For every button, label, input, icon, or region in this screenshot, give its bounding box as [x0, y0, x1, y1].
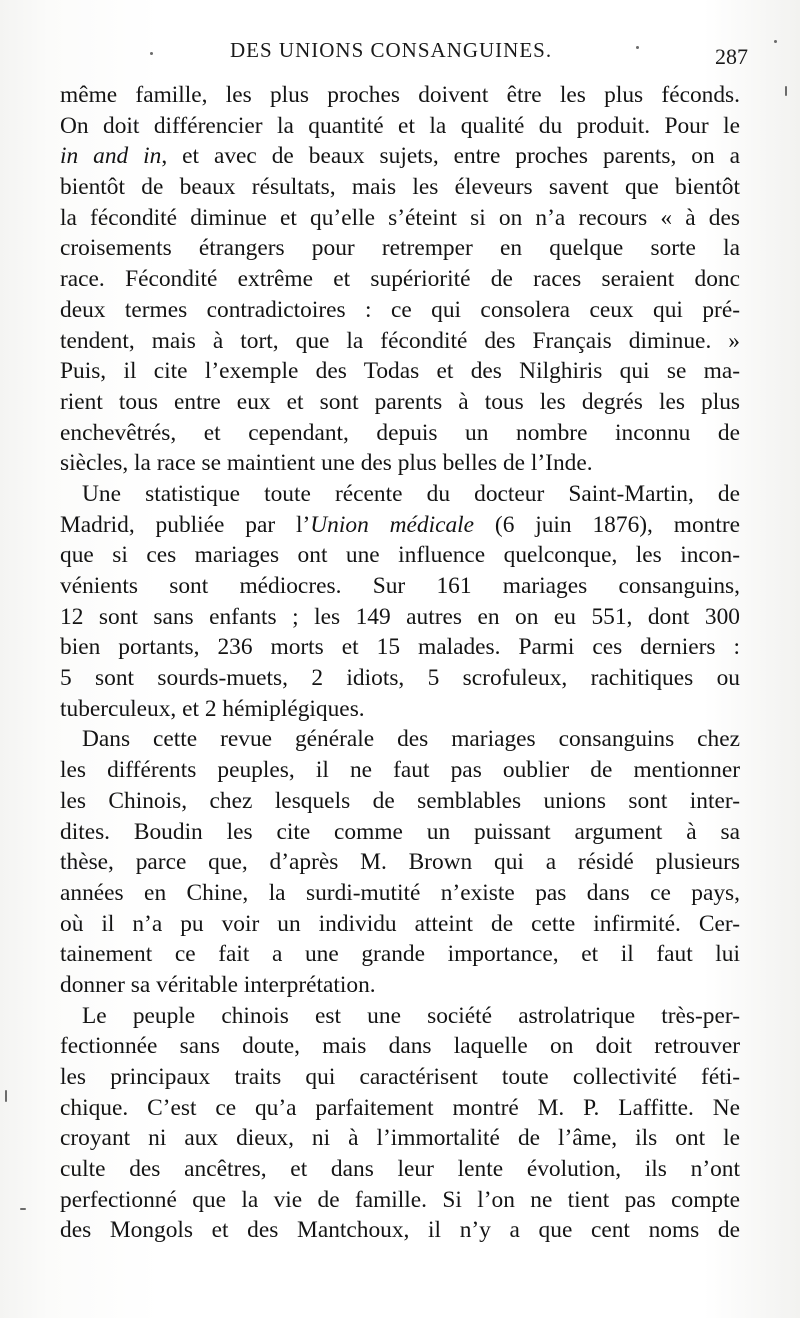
text-line: bientôt de beaux résultats, mais les éleveurs savent que bientôt	[60, 174, 740, 201]
text-line: que si ces mariages ont une influence quelconque, les incon-	[60, 542, 740, 569]
text-line: où il n’a pu voir un individu atteint de cette infirmité. Cer-	[60, 910, 740, 937]
text-line: Madrid, publiée par l’Union médicale (6 juin 1876), montre	[60, 511, 740, 538]
text-line: 12 sont sans enfants ; les 149 autres en on eu 551, dont 300	[60, 603, 740, 630]
text-line: culte des ancêtres, et dans leur lente évolution, ils n’ont	[60, 1156, 740, 1183]
scan-speck	[636, 46, 639, 49]
text-line: croyant ni aux dieux, ni à l’immortalité de l’âme, ils ont le	[60, 1125, 740, 1152]
text-line: 5 sont sourds-muets, 2 idiots, 5 scrofuleux, rachitiques ou	[60, 665, 740, 692]
text-line: tendent, mais à tort, que la fécondité des Français diminue. »	[60, 327, 740, 354]
text-line: On doit différencier la quantité et la qualité du produit. Pour le	[60, 112, 740, 139]
text-line: perfectionné que la vie de famille. Si l’on ne tient pas compte	[60, 1186, 740, 1213]
paragraph-start-line: Une statistique toute récente du docteur Saint-Martin, de	[82, 480, 740, 507]
text-line: bien portants, 236 morts et 15 malades. Parmi ces derniers :	[60, 634, 740, 661]
body-text	[60, 80, 740, 1246]
text-line: race. Fécondité extrême et supériorité de races seraient donc	[60, 266, 740, 293]
text-line: siècles, la race se maintient une des plus belles de l’Inde.	[60, 450, 593, 477]
page-header	[60, 38, 750, 74]
text-line: vénients sont médiocres. Sur 161 mariages consanguins,	[60, 573, 740, 599]
text-line: dites. Boudin les cite comme un puissant argument à sa	[60, 818, 740, 845]
paragraph-start-line: Le peuple chinois est une société astrolatrique très-per-	[82, 1002, 740, 1029]
text-line: des Mongols et des Mantchoux, il n’y a que cent noms de	[60, 1217, 740, 1244]
text-line: Puis, il cite l’exemple des Todas et des Nilghiris qui se ma-	[60, 358, 740, 385]
text-line: les principaux traits qui caractérisent toute collectivité féti-	[60, 1064, 740, 1090]
text-line: chique. C’est ce qu’a parfaitement montré M. P. Laffitte. Ne	[60, 1094, 740, 1121]
text-line: croisements étrangers pour retremper en quelque sorte la	[60, 235, 740, 262]
scan-speck	[5, 1090, 7, 1102]
running-title: DES UNIONS CONSANGUINES.	[230, 38, 553, 62]
italic-term: in and in	[60, 143, 162, 170]
text-line: enchevêtrés, et cependant, depuis un nombre inconnu de	[60, 419, 740, 446]
text-line: les différents peuples, il ne faut pas oublier de mentionner	[60, 757, 740, 784]
text-line: la fécondité diminue et qu’elle s’éteint si on n’a recours « à des	[60, 204, 740, 231]
italic-journal-title: Union médicale	[310, 511, 475, 538]
page-number: 287	[715, 44, 748, 69]
text-line: thèse, parce que, d’après M. Brown qui a résidé plusieurs	[60, 849, 740, 876]
scan-speck	[785, 86, 787, 96]
text-line: années en Chine, la surdi-mutité n’existe pas dans ce pays,	[60, 879, 740, 906]
text-line: tuberculeux, et 2 hémiplégiques.	[60, 695, 365, 722]
text-line: rient tous entre eux et sont parents à tous les degrés les plus	[60, 388, 740, 415]
text-line: deux termes contradictoires : ce qui consolera ceux qui pré-	[60, 296, 740, 323]
text-line: tainement ce fait a une grande importance, et il faut lui	[60, 941, 740, 968]
scan-speck	[20, 1208, 26, 1210]
text-line: in and in, et avec de beaux sujets, entre proches parents, on a	[60, 143, 740, 170]
text-line: les Chinois, chez lesquels de semblables unions sont inter-	[60, 787, 740, 814]
text-line: donner sa véritable interprétation.	[60, 971, 376, 998]
paragraph-start-line: Dans cette revue générale des mariages consanguins chez	[82, 726, 740, 753]
scan-speck	[150, 52, 153, 55]
text-line: fectionnée sans doute, mais dans laquelle on doit retrouver	[60, 1033, 740, 1060]
text-line: même famille, les plus proches doivent être les plus féconds.	[60, 82, 740, 108]
scan-speck	[774, 40, 777, 43]
